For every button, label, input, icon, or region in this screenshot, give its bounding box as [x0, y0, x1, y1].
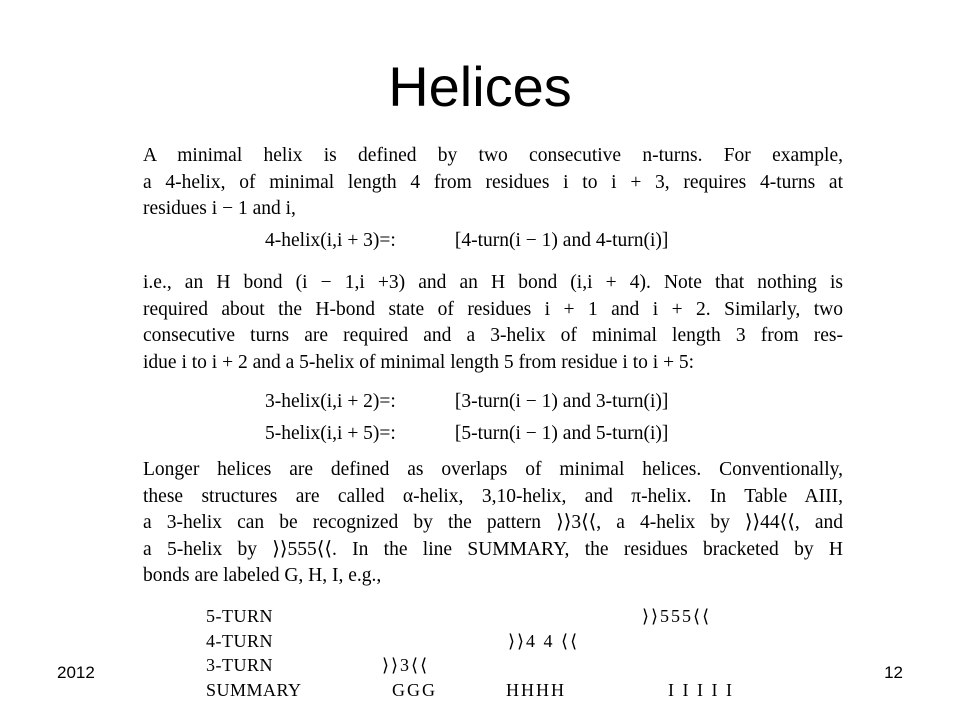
turn-pattern: ⟩⟩555⟨⟨: [642, 606, 712, 626]
summary-i: I I I I I: [668, 679, 734, 700]
equation-4-helix: [265, 230, 668, 252]
text-line: Longer helices are defined as overlaps of minimal helices. Conventionally,: [143, 459, 843, 480]
equation-lhs: 4-helix(i,i + 3)=:: [265, 230, 396, 251]
slide-title: Helices: [388, 55, 572, 118]
equation-3-helix: [265, 391, 668, 413]
row-label: SUMMARY: [206, 679, 302, 700]
text-line: a 3-helix can be recognized by the pattern ⟩⟩3⟨⟨, a 4-helix by ⟩⟩44⟨⟨, and: [143, 512, 843, 533]
slide-number: 12: [884, 663, 903, 682]
text-line: i.e., an H bond (i − 1,i +3) and an H bond (i,i + 4). Note that nothing is: [143, 272, 843, 293]
text-line: residues i − 1 and i,: [143, 198, 296, 219]
equation-lhs: 3-helix(i,i + 2)=:: [265, 391, 396, 412]
text-line: a 4-helix, of minimal length 4 from residues i to i + 3, requires 4-turns at: [143, 171, 843, 193]
text-line: bonds are labeled G, H, I, e.g.,: [143, 565, 382, 586]
text-line: idue i to i + 2 and a 5-helix of minimal length 5 from residue i to i + 5:: [143, 351, 695, 373]
equation-rhs: [3-turn(i − 1) and 3-turn(i)]: [454, 391, 669, 412]
turn-pattern: ⟩⟩3⟨⟨: [382, 655, 430, 675]
equation-5-helix: [265, 423, 668, 445]
summary-g: GGG: [392, 679, 437, 700]
text-line: A minimal helix is defined by two consecutive n-turns. For example,: [143, 145, 843, 166]
footer-year: 2012: [57, 663, 95, 682]
equation-rhs: [4-turn(i − 1) and 4-turn(i)]: [454, 230, 669, 251]
summary-h: HHHH: [506, 679, 566, 700]
text-line: these structures are called α-helix, 3,10-helix, and π-helix. In Table AIII,: [143, 485, 843, 507]
paragraph-longer-helices: [143, 457, 843, 590]
turn-pattern: ⟩⟩4 4 ⟨⟨: [508, 630, 580, 651]
equation-rhs: [5-turn(i − 1) and 5-turn(i)]: [454, 423, 669, 444]
row-label: 5-TURN: [206, 606, 273, 626]
text-line: a 5-helix by ⟩⟩555⟨⟨. In the line SUMMARY, the residues bracketed by H: [143, 538, 843, 560]
paragraph-h-bond: [143, 270, 843, 376]
row-label: 3-TURN: [206, 655, 273, 675]
text-line: consecutive turns are required and a 3-helix of minimal length 3 from res-: [143, 325, 843, 346]
text-line: required about the H-bond state of residues i + 1 and i + 2. Similarly, two: [143, 298, 843, 320]
row-label: 4-TURN: [206, 630, 273, 651]
equation-lhs: 5-helix(i,i + 5)=:: [265, 423, 396, 444]
paragraph-minimal-helix: [143, 143, 843, 223]
